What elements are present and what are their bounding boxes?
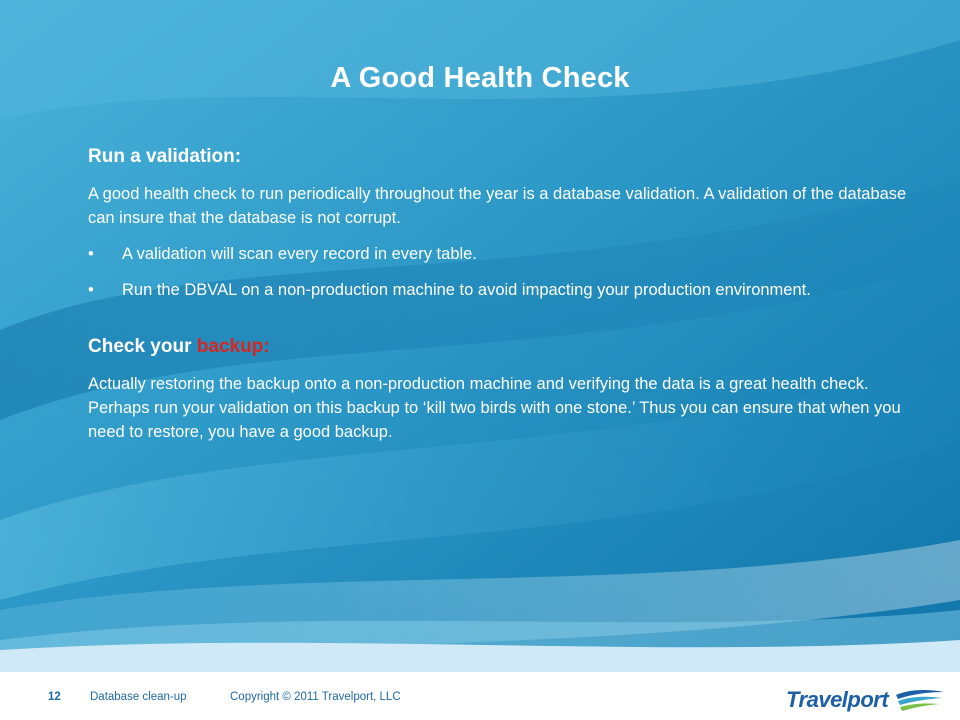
- slide-content: [88, 146, 908, 456]
- travelport-swoosh-icon: [894, 687, 946, 713]
- copyright-text: Copyright © 2011 Travelport, LLC: [230, 691, 401, 703]
- bullet-item: [88, 278, 908, 302]
- travelport-logo: [786, 680, 946, 720]
- bullet-icon: •: [88, 245, 94, 263]
- footer-label: Database clean-up: [90, 691, 187, 703]
- backup-heading-accent: backup:: [196, 336, 270, 357]
- logo-wordmark: Travelport: [786, 687, 889, 712]
- bullet-item: [88, 242, 908, 266]
- page-number: 12: [48, 691, 61, 703]
- backup-heading-prefix: Check your: [88, 336, 197, 357]
- bullet-icon: •: [88, 281, 94, 299]
- validation-paragraph: A good health check to run periodically throughout the year is a database validation. A validation of the database can insure that the database is not corrupt.: [88, 185, 907, 227]
- slide-title: A Good Health Check: [330, 62, 630, 94]
- bullet-text: Run the DBVAL on a non-production machine to avoid impacting your production environment.: [122, 281, 811, 299]
- validation-bullet-list: [88, 242, 908, 302]
- section-heading-backup: [88, 336, 908, 358]
- backup-paragraph: Actually restoring the backup onto a non-production machine and verifying the data is a great health check. Perhaps run your validation on this backup to ‘kill two birds with one stone.’ Thus you can ensure that when you need to restore, you have a good backup.: [88, 375, 901, 441]
- section-heading-validation: Run a validation:: [88, 146, 242, 167]
- slide-footer: [0, 680, 960, 720]
- bullet-text: A validation will scan every record in every table.: [122, 245, 477, 263]
